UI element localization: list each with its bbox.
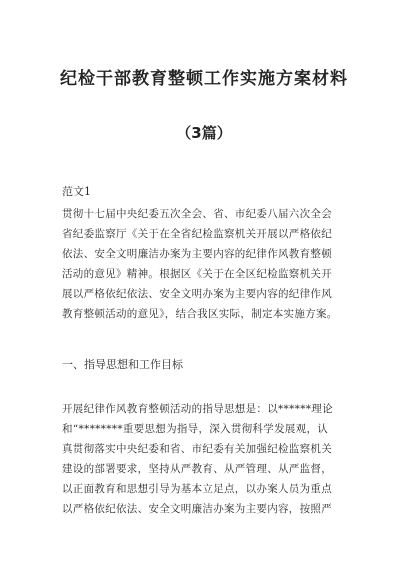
- section-heading: 一、指导思想和工作目标: [62, 358, 183, 371]
- text-line: 和“********重要思想为指导，深入贯彻科学发展观，认: [62, 423, 329, 435]
- paragraph-intro: [62, 204, 350, 324]
- document-title: 纪检干部教育整顿工作实施方案材料: [60, 69, 348, 89]
- document-subtitle: （3篇）: [176, 124, 232, 142]
- text-line: 以正面教育和思想引导为基本立足点，以办案人员为重点: [62, 483, 332, 495]
- text-line: 省纪委监察厅《关于在全省纪检监察机关开展以严格依纪: [62, 228, 332, 240]
- text-line: 建设的部署要求，坚持从严教育、从严管理、从严监督，: [62, 463, 332, 475]
- text-line: 贯彻十七届中央纪委五次全会、省、市纪委八届六次全会: [62, 208, 332, 220]
- text-line: 展以严格依纪依法、安全文明办案为主要内容的纪律作风: [62, 288, 332, 300]
- text-line: 以严格依纪依法、安全文明廉洁办案为主要内容，按照严: [62, 503, 332, 515]
- paragraph-guiding-ideology: [62, 399, 350, 519]
- text-line: 依法、安全文明廉洁办案为主要内容的纪律作风教育整顿: [62, 248, 332, 260]
- text-line: 活动的意见》精神。根据区《关于在全区纪检监察机关开: [62, 268, 332, 280]
- section-label: 范文1: [62, 185, 91, 198]
- text-line: 开展纪律作风教育整顿活动的指导思想是：以******理论: [62, 403, 333, 415]
- text-line: 真贯彻落实中央纪委和省、市纪委有关加强纪检监察机关: [62, 443, 332, 455]
- text-line: 教育整顿活动的意见》，结合我区实际，制定本实施方案。: [62, 308, 338, 320]
